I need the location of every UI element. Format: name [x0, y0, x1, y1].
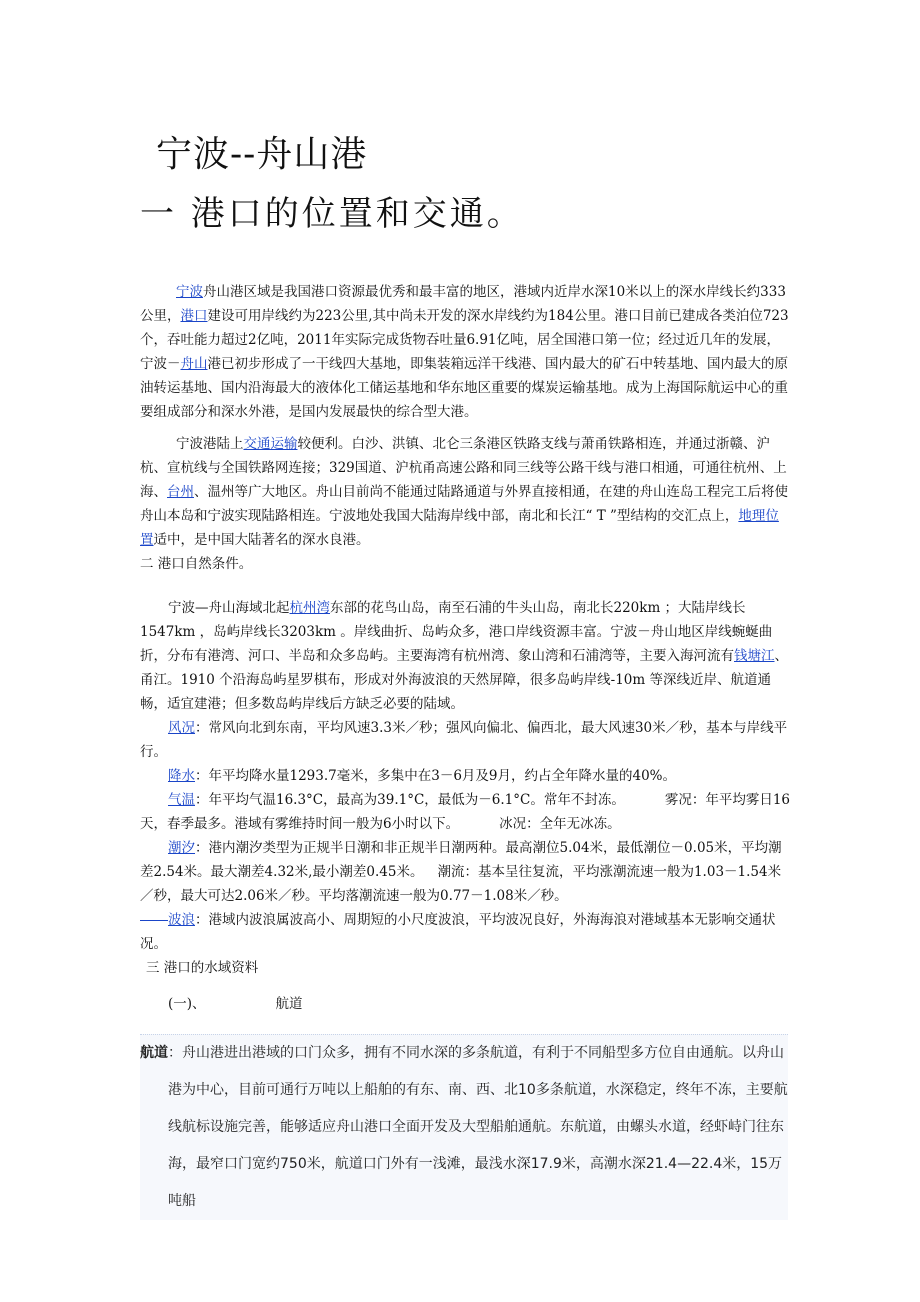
- paragraph-channel: 航道：舟山港进出港域的口门众多，拥有不同水深的多条航道，有利于不同船型多方位自由通航。以舟山港为中心，目前可通行万吨以上船舶的有东、南、西、北10多条航道，水深稳定，终年不冻，主要航线航标设施完善，能够适应舟山港口全面开发及大型船舶通航。东航道，由螺头水道，经虾峙门往东海，最窄口门宽约750米，航道口门外有一浅滩，最浅水深17.9米，高潮水深21.4—22.4米，15万吨船: [140, 1045, 788, 1209]
- paragraph-wave: 波浪：港域内波浪属波高小、周期短的小尺度波浪，平均波况良好，外海海浪对港域基本无影响交通状况。: [140, 912, 776, 952]
- channel-label: 航道: [140, 1045, 168, 1061]
- link-port[interactable]: 港口: [180, 308, 208, 324]
- link-hangzhou-bay[interactable]: 杭州湾: [289, 600, 330, 616]
- link-taizhou[interactable]: 台州: [167, 484, 194, 500]
- subsection-channel-heading: (一)、 航道: [168, 996, 303, 1012]
- channel-description-block: [140, 1034, 788, 1220]
- link-transport[interactable]: 交通运输: [243, 436, 298, 452]
- link-zhoushan[interactable]: 舟山: [180, 356, 208, 372]
- link-wind[interactable]: 风况: [168, 720, 195, 736]
- paragraph-natural-conditions: 宁波—舟山海域北起杭州湾东部的花鸟山岛，南至石浦的牛头山岛，南北长220km ；大陆岸线长1547km ，岛屿岸线长3203km 。岸线曲折、岛屿众多，港口岸线资源丰富。宁波－舟山地区岸线蜿蜒曲折，分布有港湾、河口、半岛和众多岛屿。主要海湾有杭州湾、象山湾和石浦湾等，主要入海河流有钱塘江、甬江。1910 个沿海岛屿星罗棋布，形成对外海波浪的天然屏障，很多岛屿岸线-10m 等深线近岸、航道通畅，适宜建港；但多数岛屿岸线后方缺乏必要的陆域。: [140, 600, 788, 712]
- paragraph-temperature: 气温：年平均气温16.3°C，最高为39.1°C，最低为－6.1°C。常年不封冻。 雾况：年平均雾日16天，春季最多。港域有雾维持时间一般为6小时以下。 冰况：全年无冰冻。: [140, 792, 791, 832]
- paragraph-port-overview: 宁波舟山港区域是我国港口资源最优秀和最丰富的地区，港域内近岸水深10米以上的深水岸线长约333公里，港口建设可用岸线约为223公里,其中尚未开发的深水岸线约为184公里。港口目前已建成各类泊位723个，吞吐能力超过2亿吨，2011年实际完成货物吞吐量6.91亿吨，居全国港口第一位；经过近几年的发展，宁波－舟山港已初步形成了一干线四大基地，即集装箱远洋干线港、国内最大的矿石中转基地、国内最大的原油转运基地、国内沿海最大的液体化工储运基地和华东地区重要的煤炭运输基地。成为上海国际航运中心的重要组成部分和深水外港，是国内发展最快的综合型大港。: [140, 284, 789, 420]
- paragraph-wind: 风况：常风向北到东南，平均风速3.3米／秒；强风向偏北、偏西北，最大风速30米／秒，基本与岸线平行。: [140, 720, 788, 760]
- link-geo-location[interactable]: 地理位置: [140, 508, 779, 548]
- paragraph-rain: 降水：年平均降水量1293.7毫米，多集中在3－6月及9月，约占全年降水量的40%。: [168, 768, 677, 784]
- link-qiantang-river[interactable]: 钱塘江: [734, 648, 775, 664]
- paragraph-tide: 潮汐：港内潮汐类型为正规半日潮和非正规半日潮两种。最高潮位5.04米，最低潮位－0.05米，平均潮差2.54米。最大潮差4.32米,最小潮差0.45米。 潮流：基本呈往复流，平均涨潮流速一般为1.03－1.54米／秒，最大可达2.06米／秒。平均落潮流速一般为0.77－1.08米／秒。: [140, 840, 782, 904]
- link-temperature[interactable]: 气温: [168, 792, 195, 808]
- link-rain[interactable]: 降水: [168, 768, 195, 784]
- section-heading-1: 一 港口的位置和交通。: [140, 194, 524, 234]
- section-heading-3: 三 港口的水域资料: [146, 960, 259, 976]
- document-title: 宁波--舟山港: [156, 134, 368, 175]
- section-heading-2: 二 港口自然条件。: [140, 556, 253, 572]
- link-tide[interactable]: 潮汐: [168, 840, 195, 856]
- paragraph-transport: 宁波港陆上交通运输较便利。白沙、洪镇、北仑三条港区铁路支线与萧甬铁路相连，并通过浙赣、沪杭、宣杭线与全国铁路网连接；329国道、沪杭甬高速公路和同三线等公路干线与港口相通，可通往杭州、上海、台州、温州等广大地区。舟山目前尚不能通过陆路通道与外界直接相通，在建的舟山连岛工程完工后将使舟山本岛和宁波实现陆路相连。宁波地处我国大陆海岸线中部，南北和长江“ T ”型结构的交汇点上，地理位置适中，是中国大陆著名的深水良港。: [140, 436, 788, 548]
- link-wave[interactable]: 波浪: [168, 912, 195, 928]
- link-ningbo[interactable]: 宁波: [176, 284, 203, 300]
- document-body: [140, 280, 790, 1016]
